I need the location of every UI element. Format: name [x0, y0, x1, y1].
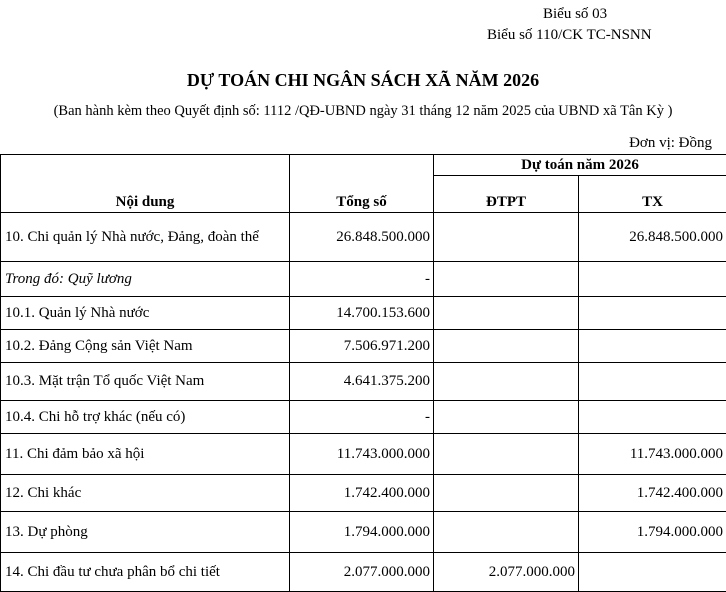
- row-dtpt: [434, 434, 579, 475]
- row-tx: 1.742.400.000: [579, 475, 726, 512]
- form-code: Biểu số 110/CK TC-NSNN: [487, 27, 652, 44]
- row-total: 2.077.000.000: [290, 553, 434, 592]
- row-dtpt: [434, 297, 579, 330]
- table-row: [1, 262, 726, 297]
- row-content: 10.3. Mặt trận Tổ quốc Việt Nam: [1, 363, 290, 401]
- col-header-dtpt: ĐTPT: [434, 176, 579, 213]
- row-total: 11.743.000.000: [290, 434, 434, 475]
- row-tx: [579, 553, 726, 592]
- row-total: 1.742.400.000: [290, 475, 434, 512]
- table-header-row: [1, 155, 726, 176]
- row-dtpt: [434, 330, 579, 363]
- row-total: 4.641.375.200: [290, 363, 434, 401]
- row-dtpt: [434, 363, 579, 401]
- row-total: -: [290, 401, 434, 434]
- col-header-content: Nội dung: [1, 176, 290, 213]
- table-row: [1, 330, 726, 363]
- row-dtpt: [434, 213, 579, 262]
- document-subtitle: (Ban hành kèm theo Quyết định số: 1112 /QĐ-UBND ngày 31 tháng 12 năm 2025 của UBND xã Tân Kỳ ): [0, 103, 726, 120]
- row-tx: 26.848.500.000: [579, 213, 726, 262]
- col-header-total: Tổng số: [290, 176, 434, 213]
- row-total: 14.700.153.600: [290, 297, 434, 330]
- row-tx: [579, 262, 726, 297]
- row-tx: [579, 297, 726, 330]
- header-blank-cell: [1, 155, 290, 176]
- row-content: 10.2. Đảng Cộng sản Việt Nam: [1, 330, 290, 363]
- row-total: 1.794.000.000: [290, 512, 434, 553]
- row-total: 26.848.500.000: [290, 213, 434, 262]
- row-tx: 1.794.000.000: [579, 512, 726, 553]
- row-content: 14. Chi đầu tư chưa phân bổ chi tiết: [1, 553, 290, 592]
- table-row: [1, 297, 726, 330]
- row-dtpt: [434, 512, 579, 553]
- row-tx: [579, 363, 726, 401]
- budget-table: [0, 154, 726, 592]
- row-dtpt: [434, 475, 579, 512]
- table-header-row: [1, 176, 726, 213]
- form-number: Biểu số 03: [543, 6, 607, 23]
- row-dtpt: 2.077.000.000: [434, 553, 579, 592]
- col-header-tx: TX: [579, 176, 726, 213]
- group-header: Dự toán năm 2026: [434, 155, 726, 176]
- row-total: -: [290, 262, 434, 297]
- row-tx: [579, 401, 726, 434]
- row-content: 10. Chi quản lý Nhà nước, Đảng, đoàn thể: [1, 213, 290, 262]
- row-content: 13. Dự phòng: [1, 512, 290, 553]
- table-row: [1, 475, 726, 512]
- table-row: [1, 401, 726, 434]
- row-content: 11. Chi đảm bảo xã hội: [1, 434, 290, 475]
- row-content: Trong đó: Quỹ lương: [1, 262, 290, 297]
- row-dtpt: [434, 401, 579, 434]
- header-blank-cell: [290, 155, 434, 176]
- table-row: [1, 363, 726, 401]
- document-title: DỰ TOÁN CHI NGÂN SÁCH XÃ NĂM 2026: [0, 70, 726, 91]
- row-dtpt: [434, 262, 579, 297]
- row-content: 10.4. Chi hỗ trợ khác (nếu có): [1, 401, 290, 434]
- table-row: [1, 553, 726, 592]
- row-content: 12. Chi khác: [1, 475, 290, 512]
- table-row: [1, 512, 726, 553]
- row-tx: [579, 330, 726, 363]
- row-content: 10.1. Quản lý Nhà nước: [1, 297, 290, 330]
- unit-label: Đơn vị: Đồng: [629, 135, 712, 152]
- row-tx: 11.743.000.000: [579, 434, 726, 475]
- row-total: 7.506.971.200: [290, 330, 434, 363]
- table-row: [1, 213, 726, 262]
- table-row: [1, 434, 726, 475]
